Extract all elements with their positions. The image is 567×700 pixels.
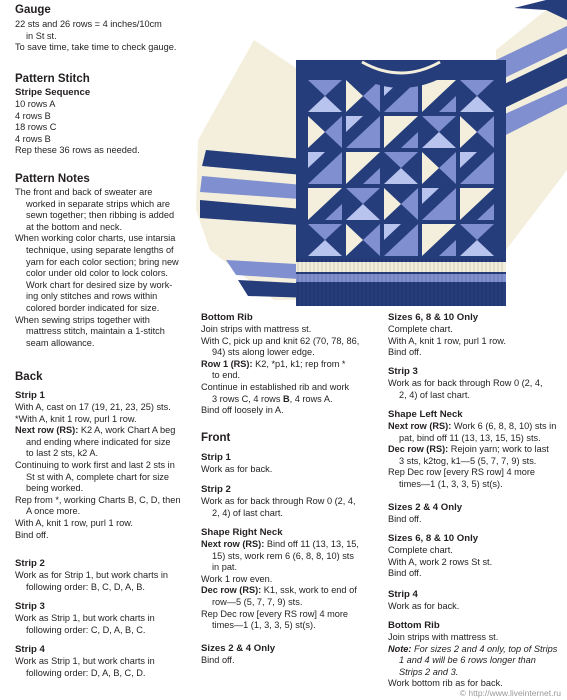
- front-strip4-line: Work as for back.: [388, 601, 460, 611]
- sizes-line: Bind off.: [388, 514, 422, 524]
- front-rib-line: Work bottom rib as for back.: [388, 678, 503, 689]
- rib-line: to end.: [212, 370, 241, 381]
- shape-left-neck-heading: Shape Left Neck: [388, 409, 463, 420]
- strip4-line: Work as Strip 1, but work charts in: [15, 656, 155, 666]
- bottom-rib-heading: Bottom Rib: [201, 312, 253, 323]
- col3-sizes-2-4-heading: Sizes 2 & 4 Only: [388, 502, 463, 513]
- notes-line: When sewing strips together with: [15, 314, 150, 325]
- rib-line: 3 rows C, 4 rows B, 4 rows A.: [212, 393, 333, 404]
- front-rib-line: Strips 2 and 3.: [399, 666, 459, 677]
- right-neck-line: Next row (RS): Bind off 11 (13, 13, 15,: [201, 539, 359, 549]
- sizes-line: Bind off.: [388, 347, 422, 358]
- strip1-line: With A, knit 1 row, purl 1 row.: [15, 517, 133, 528]
- sizes-6-8-10-text: [388, 324, 506, 359]
- notes-line: The front and back of sweater are: [15, 187, 153, 197]
- notes-line: worked in separate strips which are: [26, 198, 171, 209]
- pattern-stitch-heading: Pattern Stitch: [15, 73, 90, 85]
- front-strip4-text: [388, 601, 459, 613]
- strip3-line: following order: C, D, A, B, C.: [26, 624, 146, 635]
- rib-line: With C, pick up and knit 62 (70, 78, 86,: [201, 335, 360, 346]
- strip1-line: and ending where indicated for size: [26, 436, 171, 447]
- strip2-line: Work as for Strip 1, but work charts in: [15, 570, 169, 580]
- rib-line: Bind off loosely in A.: [201, 405, 284, 416]
- stripe-line: 4 rows B: [15, 133, 51, 144]
- front-bottom-rib-text: [388, 632, 557, 690]
- front-rib-line: Note: For sizes 2 and 4 only, top of Strips: [388, 643, 558, 654]
- sweater-photo: [196, 0, 567, 312]
- back-strip3-heading: Strip 3: [15, 601, 45, 612]
- notes-line: yarn for each color section; bring new: [26, 256, 179, 267]
- strip2-line: following order: B, C, D, A, B.: [26, 581, 145, 592]
- front-rib-line: 1 and 4 will be 6 rows longer than: [399, 655, 536, 666]
- sizes-2-4-heading: Sizes 2 & 4 Only: [201, 643, 276, 654]
- shape-left-neck-text: [388, 421, 556, 491]
- left-neck-line: pat, bind off 11 (13, 13, 15, 15) sts.: [399, 432, 541, 443]
- rib-line: Row 1 (RS): K2, *p1, k1; rep from *: [201, 358, 346, 369]
- strip1-line: Bind off.: [15, 529, 49, 540]
- col3-sizes-6-8-10-text: [388, 545, 492, 580]
- notes-line: technique, using separate lengths of: [26, 244, 174, 255]
- gauge-heading: Gauge: [15, 4, 51, 16]
- front-strip2-line: Work as for back through Row 0 (2, 4,: [201, 496, 356, 506]
- right-neck-line: in pat.: [212, 562, 238, 573]
- gauge-line: in St st.: [26, 30, 57, 41]
- front-strip1-line: Work as for back.: [201, 464, 273, 474]
- gauge-line: 22 sts and 26 rows = 4 inches/10cm: [15, 19, 162, 29]
- notes-line: Work chart for desired size by work-: [26, 279, 173, 290]
- sizes-line: Complete chart.: [388, 324, 453, 334]
- strip1-line: A once more.: [26, 506, 81, 517]
- strip4-line: following order: D, A, B, C, D.: [26, 667, 146, 678]
- notes-line: at the bottom and neck.: [26, 221, 123, 232]
- front-strip3-line: Work as for back through Row 0 (2, 4,: [388, 378, 543, 388]
- sizes-line: With A, work 2 rows St st.: [388, 556, 493, 567]
- sizes-2-4-text: [201, 655, 235, 667]
- sizes-line: Complete chart.: [388, 545, 453, 555]
- right-neck-line: times—1 (1, 3, 3, 5) st(s).: [212, 620, 316, 631]
- col3-sizes-6-8-10-heading: Sizes 6, 8 & 10 Only: [388, 533, 479, 544]
- rib-line: Continue in established rib and work: [201, 381, 350, 392]
- watermark: © http://www.liveinternet.ru: [459, 688, 561, 698]
- stripe-line: 4 rows B: [15, 110, 51, 121]
- right-neck-line: Work 1 row even.: [201, 573, 273, 584]
- front-strip3-text: [388, 378, 543, 401]
- back-strip1-heading: Strip 1: [15, 390, 45, 401]
- sizes-line: Bind off.: [388, 568, 422, 579]
- left-neck-line: Dec row (RS): Rejoin yarn; work to last: [388, 444, 549, 455]
- back-strip1-text: [15, 402, 180, 541]
- strip1-line: Rep from *, working Charts B, C, D, then: [15, 494, 181, 505]
- stripe-sequence-text: [15, 99, 140, 157]
- left-neck-line: Next row (RS): Work 6 (6, 8, 8, 10) sts in: [388, 421, 557, 431]
- front-strip1-text: [201, 464, 272, 476]
- shape-right-neck-heading: Shape Right Neck: [201, 527, 283, 538]
- strip1-line: St st with A, complete chart for size: [26, 471, 169, 482]
- right-neck-line: 15) sts, work rem 6 (6, 8, 8, 10) sts: [212, 550, 354, 561]
- strip1-line: to last 2 sts, k2 A.: [26, 448, 99, 459]
- front-strip2-line: 2, 4) of last chart.: [212, 507, 283, 518]
- right-neck-line: Rep Dec row [every RS row] 4 more: [201, 608, 349, 619]
- strip1-line: being worked.: [26, 483, 84, 494]
- shape-right-neck-text: [201, 539, 359, 632]
- pattern-notes-text: [15, 187, 179, 349]
- strip1-line: Next row (RS): K2 A, work Chart A beg: [15, 425, 176, 436]
- bottom-rib-text: [201, 324, 359, 417]
- notes-line: When working color charts, use intarsia: [15, 233, 176, 244]
- stripe-line: Rep these 36 rows as needed.: [15, 145, 140, 156]
- gauge-text: [15, 19, 176, 54]
- rib-line: 94) sts along lower edge.: [212, 347, 315, 358]
- strip3-line: Work as Strip 1, but work charts in: [15, 613, 155, 623]
- rib-line: Join strips with mattress st.: [201, 324, 312, 334]
- notes-line: mattress stitch, maintain a 1-stitch: [26, 326, 165, 337]
- notes-line: sewn together; then ribbing is added: [26, 210, 175, 221]
- front-strip3-line: 2, 4) of last chart.: [399, 389, 470, 400]
- back-strip2-text: [15, 570, 168, 593]
- back-strip3-text: [15, 613, 155, 636]
- sizes-line: Bind off.: [201, 655, 235, 665]
- back-strip4-heading: Strip 4: [15, 644, 45, 655]
- stripe-line: 10 rows A: [15, 99, 56, 109]
- sweater-body: [296, 60, 506, 306]
- sizes-6-8-10-heading: Sizes 6, 8 & 10 Only: [388, 312, 479, 323]
- notes-line: ing only stitches and rows within: [26, 291, 158, 302]
- stripe-line: 18 rows C: [15, 122, 57, 133]
- left-neck-line: times—1 (1, 3, 3, 5) st(s).: [399, 478, 503, 489]
- front-heading: Front: [201, 432, 231, 444]
- left-neck-line: Rep Dec row [every RS row] 4 more: [388, 467, 536, 478]
- front-strip4-heading: Strip 4: [388, 589, 418, 600]
- front-strip2-text: [201, 496, 356, 519]
- front-strip1-heading: Strip 1: [201, 452, 231, 463]
- right-sleeve: [496, 0, 567, 250]
- front-strip3-heading: Strip 3: [388, 366, 418, 377]
- front-rib-line: Join strips with mattress st.: [388, 632, 499, 642]
- gauge-line: To save time, take time to check gauge.: [15, 42, 177, 53]
- notes-line: seam allowance.: [26, 337, 95, 348]
- left-neck-line: 3 sts, k2tog, k1—5 (5, 7, 7, 9) sts.: [399, 455, 537, 466]
- sizes-line: With A, knit 1 row, purl 1 row.: [388, 335, 506, 346]
- back-heading: Back: [15, 371, 43, 383]
- strip1-line: *With A, knit 1 row, purl 1 row.: [15, 413, 137, 424]
- right-neck-line: Dec row (RS): K1, ssk, work to end of: [201, 585, 357, 596]
- front-bottom-rib-heading: Bottom Rib: [388, 620, 440, 631]
- back-strip2-heading: Strip 2: [15, 558, 45, 569]
- strip1-line: Continuing to work first and last 2 sts in: [15, 459, 175, 470]
- back-strip4-text: [15, 656, 155, 679]
- front-strip2-heading: Strip 2: [201, 484, 231, 495]
- stripe-sequence-heading: Stripe Sequence: [15, 87, 91, 98]
- notes-line: color under old color to lock colors.: [26, 268, 168, 279]
- pattern-notes-heading: Pattern Notes: [15, 173, 90, 185]
- strip1-line: With A, cast on 17 (19, 21, 23, 25) sts.: [15, 402, 171, 412]
- right-neck-line: row—5 (5, 7, 7, 9) sts.: [212, 596, 303, 607]
- col3-sizes-2-4-text: [388, 514, 422, 526]
- notes-line: colored border indicated for size.: [26, 302, 160, 313]
